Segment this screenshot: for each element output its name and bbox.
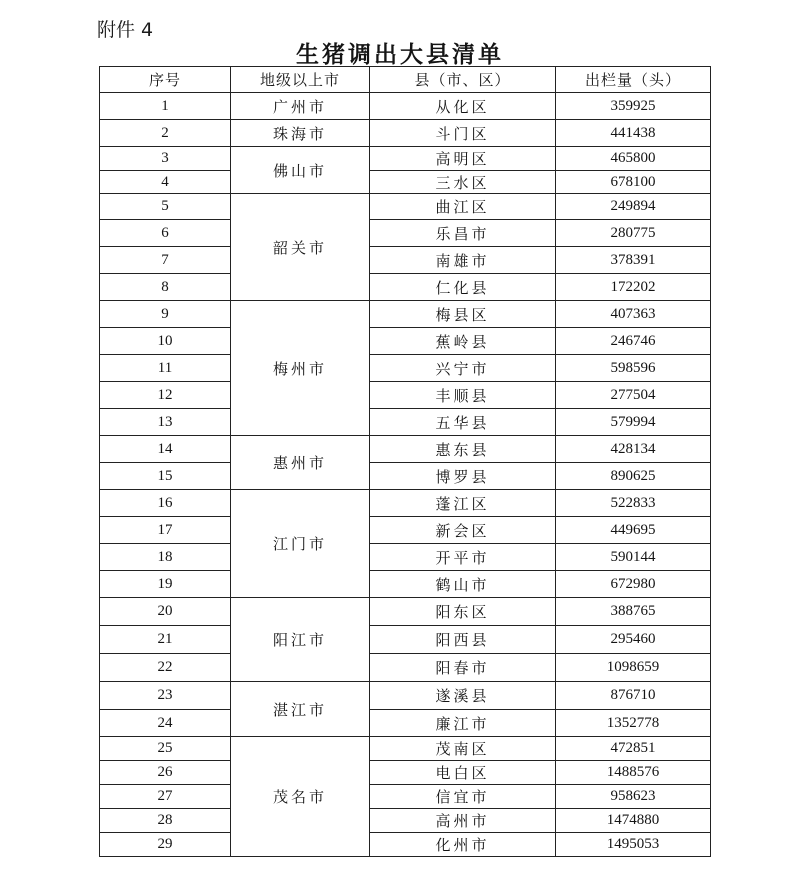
city-cell: 梅州市 (231, 301, 370, 436)
county-cell: 蓬江区 (370, 490, 556, 517)
serial-number-cell: 24 (100, 710, 231, 737)
serial-number-cell: 20 (100, 598, 231, 626)
pig-output-cell: 441438 (556, 120, 711, 147)
county-cell: 蕉岭县 (370, 328, 556, 355)
table-row (100, 737, 711, 761)
table-row (100, 382, 711, 409)
pig-output-cell: 472851 (556, 737, 711, 761)
header-prefecture-city: 地级以上市 (231, 67, 370, 93)
table-row (100, 220, 711, 247)
county-cell: 廉江市 (370, 710, 556, 737)
table-row (100, 147, 711, 171)
county-cell: 阳春市 (370, 654, 556, 682)
county-cell: 高州市 (370, 809, 556, 833)
city-cell: 珠海市 (231, 120, 370, 147)
city-cell: 阳江市 (231, 598, 370, 682)
header-serial-number: 序号 (100, 67, 231, 93)
pig-output-cell: 449695 (556, 517, 711, 544)
table-row (100, 436, 711, 463)
attachment-label: 附件 4 (97, 19, 154, 41)
county-cell: 曲江区 (370, 194, 556, 220)
serial-number-cell: 8 (100, 274, 231, 301)
city-cell: 茂名市 (231, 737, 370, 857)
pig-output-cell: 172202 (556, 274, 711, 301)
county-cell: 斗门区 (370, 120, 556, 147)
county-cell: 兴宁市 (370, 355, 556, 382)
city-cell: 佛山市 (231, 147, 370, 194)
table-row (100, 301, 711, 328)
county-cell: 遂溪县 (370, 682, 556, 710)
pig-output-cell: 579994 (556, 409, 711, 436)
pig-output-cell: 958623 (556, 785, 711, 809)
serial-number-cell: 27 (100, 785, 231, 809)
serial-number-cell: 9 (100, 301, 231, 328)
serial-number-cell: 19 (100, 571, 231, 598)
table-row (100, 544, 711, 571)
serial-number-cell: 11 (100, 355, 231, 382)
serial-number-cell: 17 (100, 517, 231, 544)
pig-output-cell: 1098659 (556, 654, 711, 682)
table-row (100, 355, 711, 382)
pig-output-cell: 598596 (556, 355, 711, 382)
pig-output-cell: 359925 (556, 93, 711, 120)
pig-output-cell: 249894 (556, 194, 711, 220)
table-row (100, 93, 711, 120)
city-cell: 湛江市 (231, 682, 370, 737)
county-cell: 茂南区 (370, 737, 556, 761)
serial-number-cell: 18 (100, 544, 231, 571)
serial-number-cell: 25 (100, 737, 231, 761)
pig-output-cell: 295460 (556, 626, 711, 654)
pig-output-cell: 428134 (556, 436, 711, 463)
county-cell: 阳西县 (370, 626, 556, 654)
table-row (100, 833, 711, 857)
table-row (100, 710, 711, 737)
serial-number-cell: 16 (100, 490, 231, 517)
county-cell: 乐昌市 (370, 220, 556, 247)
pig-output-cell: 1352778 (556, 710, 711, 737)
serial-number-cell: 23 (100, 682, 231, 710)
table-row (100, 409, 711, 436)
serial-number-cell: 7 (100, 247, 231, 274)
table-row (100, 626, 711, 654)
table-row (100, 171, 711, 194)
table-row (100, 463, 711, 490)
serial-number-cell: 21 (100, 626, 231, 654)
serial-number-cell: 4 (100, 171, 231, 194)
pig-output-cell: 590144 (556, 544, 711, 571)
county-cell: 新会区 (370, 517, 556, 544)
serial-number-cell: 15 (100, 463, 231, 490)
pig-output-cell: 246746 (556, 328, 711, 355)
header-pig-output: 出栏量（头） (556, 67, 711, 93)
pig-output-cell: 407363 (556, 301, 711, 328)
table-row (100, 328, 711, 355)
serial-number-cell: 6 (100, 220, 231, 247)
table-header-row (100, 67, 711, 93)
pig-output-cell: 1474880 (556, 809, 711, 833)
pig-output-cell: 1495053 (556, 833, 711, 857)
pig-output-cell: 378391 (556, 247, 711, 274)
serial-number-cell: 3 (100, 147, 231, 171)
county-cell: 丰顺县 (370, 382, 556, 409)
county-cell: 南雄市 (370, 247, 556, 274)
table-row (100, 571, 711, 598)
pig-output-cell: 876710 (556, 682, 711, 710)
serial-number-cell: 13 (100, 409, 231, 436)
serial-number-cell: 2 (100, 120, 231, 147)
county-cell: 阳东区 (370, 598, 556, 626)
city-cell: 韶关市 (231, 194, 370, 301)
serial-number-cell: 28 (100, 809, 231, 833)
serial-number-cell: 29 (100, 833, 231, 857)
county-cell: 仁化县 (370, 274, 556, 301)
county-cell: 惠东县 (370, 436, 556, 463)
county-cell: 开平市 (370, 544, 556, 571)
table-row (100, 598, 711, 626)
city-cell: 广州市 (231, 93, 370, 120)
county-cell: 电白区 (370, 761, 556, 785)
serial-number-cell: 10 (100, 328, 231, 355)
serial-number-cell: 12 (100, 382, 231, 409)
county-cell: 信宜市 (370, 785, 556, 809)
county-cell: 化州市 (370, 833, 556, 857)
pig-output-cell: 1488576 (556, 761, 711, 785)
table-row (100, 517, 711, 544)
table-row (100, 120, 711, 147)
table-row (100, 761, 711, 785)
county-cell: 五华县 (370, 409, 556, 436)
county-cell: 高明区 (370, 147, 556, 171)
table-row (100, 682, 711, 710)
serial-number-cell: 5 (100, 194, 231, 220)
document-title: 生猪调出大县清单 (296, 41, 504, 68)
city-cell: 惠州市 (231, 436, 370, 490)
table-row (100, 194, 711, 220)
pig-output-cell: 465800 (556, 147, 711, 171)
table-row (100, 785, 711, 809)
serial-number-cell: 26 (100, 761, 231, 785)
county-cell: 博罗县 (370, 463, 556, 490)
table-row (100, 274, 711, 301)
county-cell: 鹤山市 (370, 571, 556, 598)
pig-output-cell: 672980 (556, 571, 711, 598)
serial-number-cell: 1 (100, 93, 231, 120)
pig-output-cell: 522833 (556, 490, 711, 517)
table-row (100, 247, 711, 274)
header-county: 县（市、区） (370, 67, 556, 93)
table-row (100, 809, 711, 833)
pig-county-table (99, 66, 711, 857)
serial-number-cell: 14 (100, 436, 231, 463)
pig-output-cell: 890625 (556, 463, 711, 490)
table-row (100, 654, 711, 682)
serial-number-cell: 22 (100, 654, 231, 682)
table-row (100, 490, 711, 517)
pig-output-cell: 277504 (556, 382, 711, 409)
county-cell: 梅县区 (370, 301, 556, 328)
pig-output-cell: 678100 (556, 171, 711, 194)
pig-output-cell: 280775 (556, 220, 711, 247)
county-cell: 三水区 (370, 171, 556, 194)
pig-output-cell: 388765 (556, 598, 711, 626)
city-cell: 江门市 (231, 490, 370, 598)
county-cell: 从化区 (370, 93, 556, 120)
